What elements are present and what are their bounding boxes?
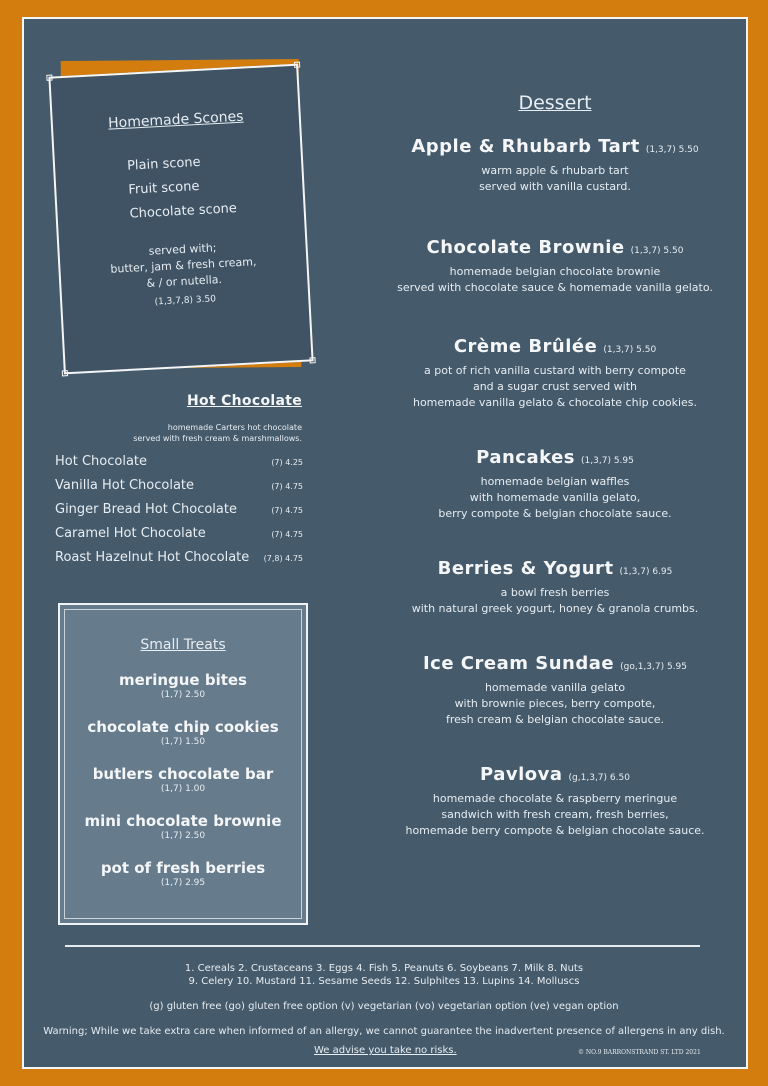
desc-line: warm apple & rhubarb tart xyxy=(481,164,629,177)
desc-line: a bowl fresh berries xyxy=(500,586,610,599)
item-name: Roast Hazelnut Hot Chocolate xyxy=(55,550,250,565)
item-price: (7) 4.75 xyxy=(271,506,303,515)
dessert-price: (1,3,7) 5.95 xyxy=(581,456,634,466)
scones-card xyxy=(48,64,313,375)
small-treats-box xyxy=(58,603,308,925)
desc-line: homemade chocolate & raspberry meringue xyxy=(432,792,678,805)
dessert-item xyxy=(385,558,725,617)
desc-line: served with chocolate sauce & homemade vanilla gelato. xyxy=(397,281,713,294)
dessert-price: (go,1,3,7) 5.95 xyxy=(620,662,688,672)
dessert-name: Crème Brûlée xyxy=(453,336,598,357)
dessert-description xyxy=(385,585,725,617)
desc-line: homemade Carters hot chocolate xyxy=(167,423,302,432)
scones-price: (1,3,7,8) 3.50 xyxy=(154,294,217,308)
item-name: Ginger Bread Hot Chocolate xyxy=(55,502,237,517)
item-name: Hot Chocolate xyxy=(55,454,148,469)
scone-item: Chocolate scone xyxy=(129,201,238,222)
item-name: Caramel Hot Chocolate xyxy=(55,526,206,541)
dessert-description xyxy=(385,363,725,411)
scones-served-with xyxy=(59,236,307,297)
treat-name: mini chocolate brownie xyxy=(84,812,282,830)
dietary-key: (g) gluten free (go) gluten free option (v) vegetarian (vo) vegetarian option (ve) vegan option xyxy=(149,1001,619,1012)
dessert-name: Ice Cream Sundae xyxy=(422,653,615,674)
scones-title: Homemade Scones xyxy=(107,108,244,132)
desc-line: homemade belgian waffles xyxy=(480,475,630,488)
list-item xyxy=(55,454,303,478)
dessert-name: Pavlova xyxy=(480,764,563,785)
inner-border xyxy=(64,609,302,919)
footer xyxy=(30,962,738,1037)
served-title: served with; xyxy=(148,241,217,258)
item-price: (7,8) 4.75 xyxy=(263,554,303,563)
footer-divider xyxy=(65,945,700,947)
dessert-item xyxy=(385,653,725,728)
desc-line: homemade belgian chocolate brownie xyxy=(449,265,661,278)
corner-mark xyxy=(294,62,300,68)
item-price: (7) 4.75 xyxy=(271,530,303,539)
item-name: Vanilla Hot Chocolate xyxy=(55,478,195,493)
corner-mark xyxy=(62,370,68,376)
dessert-item xyxy=(385,136,725,195)
dessert-name: Apple & Rhubarb Tart xyxy=(411,136,640,157)
desc-line: with brownie pieces, berry compote, xyxy=(454,697,656,710)
desc-line: with natural greek yogurt, honey & granola crumbs. xyxy=(411,602,699,615)
treat-price: (1,7) 1.00 xyxy=(160,784,206,794)
dessert-heading: Dessert xyxy=(518,92,592,114)
desc-line: with homemade vanilla gelato, xyxy=(469,491,641,504)
dessert-name: Chocolate Brownie xyxy=(426,237,625,258)
small-treats-title: Small Treats xyxy=(140,637,226,653)
dessert-description xyxy=(385,264,725,296)
dessert-price: (1,3,7) 5.50 xyxy=(630,246,684,256)
dessert-item xyxy=(385,447,725,522)
advise-note: We advise you take no risks. xyxy=(314,1045,457,1056)
treat-name: pot of fresh berries xyxy=(100,859,266,877)
dessert-description xyxy=(385,680,725,728)
allergy-warning: Warning; While we take extra care when informed of an allergy, we cannot guarantee the inadvertent presence of allergens in any dish. xyxy=(43,1026,725,1037)
scone-item: Fruit scone xyxy=(128,179,200,198)
dessert-price: (1,3,7) 5.50 xyxy=(603,345,657,355)
list-item xyxy=(55,502,303,526)
dessert-description xyxy=(385,474,725,522)
dessert-item xyxy=(385,237,725,296)
desc-line: homemade berry compote & belgian chocolate sauce. xyxy=(405,824,705,837)
desc-line: sandwich with fresh cream, fresh berries, xyxy=(441,808,669,821)
desc-line: homemade vanilla gelato xyxy=(484,681,626,694)
dessert-description xyxy=(385,791,725,839)
desc-line: and a sugar crust served with xyxy=(472,380,638,393)
allergen-key xyxy=(30,962,738,988)
corner-mark xyxy=(309,357,315,363)
list-item xyxy=(55,526,303,550)
dessert-price: (1,3,7) 6.95 xyxy=(619,567,673,577)
allergen-line: 9. Celery 10. Mustard 11. Sesame Seeds 12. Sulphites 13. Lupins 14. Molluscs xyxy=(188,976,580,987)
hot-chocolate-description xyxy=(82,422,302,444)
item-price: (7) 4.25 xyxy=(271,458,303,467)
corner-mark xyxy=(46,75,52,81)
desc-line: served with vanilla custard. xyxy=(479,180,631,193)
dessert-price: (1,3,7) 5.50 xyxy=(645,145,699,155)
treat-name: meringue bites xyxy=(119,671,247,689)
hot-chocolate-list xyxy=(55,454,303,574)
dessert-section xyxy=(385,92,725,839)
treat-price: (1,7) 2.50 xyxy=(160,831,206,841)
treat-price: (1,7) 1.50 xyxy=(160,737,206,747)
desc-line: homemade vanilla gelato & chocolate chip cookies. xyxy=(412,396,698,409)
treat-price: (1,7) 2.50 xyxy=(160,690,206,700)
desc-line: served with fresh cream & marshmallows. xyxy=(133,434,302,443)
treat-name: butlers chocolate bar xyxy=(92,765,274,783)
dessert-name: Berries & Yogurt xyxy=(437,558,614,579)
list-item xyxy=(55,550,303,574)
scones-list xyxy=(55,146,304,231)
dessert-item xyxy=(385,336,725,411)
dessert-description xyxy=(385,163,725,195)
copyright: © NO.9 BARRONSTRAND ST. LTD 2021 xyxy=(578,1049,701,1056)
hot-chocolate-title: Hot Chocolate xyxy=(186,393,302,409)
scone-item: Plain scone xyxy=(126,154,201,174)
allergen-line: 1. Cereals 2. Crustaceans 3. Eggs 4. Fish 5. Peanuts 6. Soybeans 7. Milk 8. Nuts xyxy=(184,963,584,974)
list-item xyxy=(55,478,303,502)
treat-price: (1,7) 2.95 xyxy=(160,878,206,888)
served-line: & / or nutella. xyxy=(146,272,223,290)
dessert-price: (g,1,3,7) 6.50 xyxy=(568,773,630,783)
served-line: butter, jam & fresh cream, xyxy=(110,255,257,276)
treat-name: chocolate chip cookies xyxy=(87,718,279,736)
dessert-name: Pancakes xyxy=(476,447,576,468)
desc-line: berry compote & belgian chocolate sauce. xyxy=(438,507,672,520)
desc-line: a pot of rich vanilla custard with berry compote xyxy=(424,364,686,377)
item-price: (7) 4.75 xyxy=(271,482,303,491)
desc-line: fresh cream & belgian chocolate sauce. xyxy=(446,713,664,726)
dessert-item xyxy=(385,764,725,839)
